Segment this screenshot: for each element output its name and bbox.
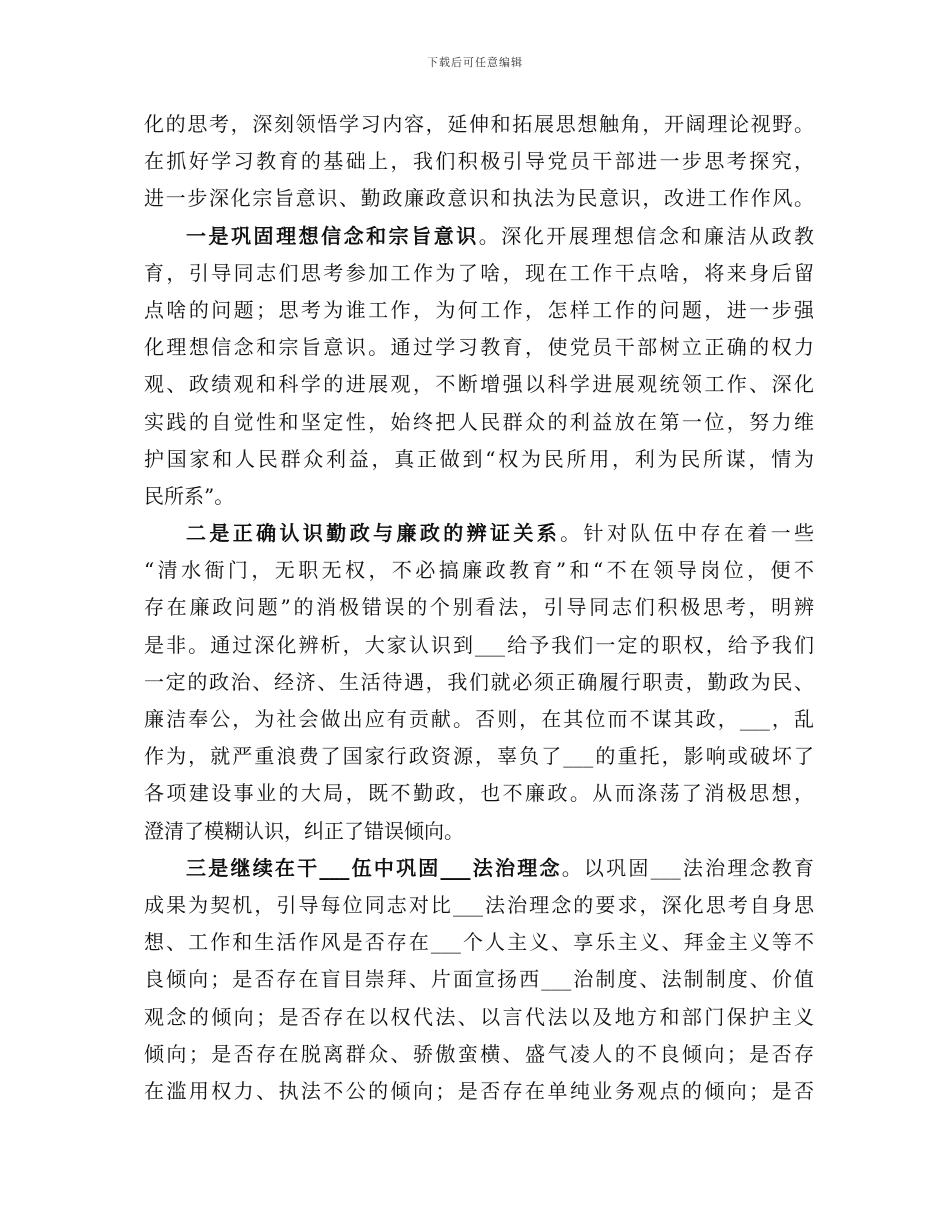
text-line: 作为，就严重浪费了国家行政资源，辜负了___的重托，影响或破坏了 bbox=[144, 744, 814, 769]
text-line: 实践的自觉性和坚定性，始终把人民群众的利益放在第一位，努力维 bbox=[144, 409, 814, 434]
text-line: 廉洁奉公，为社会做出应有贡献。否则，在其位而不谋其政，___，乱 bbox=[144, 707, 814, 731]
text-line: 想、工作和生活作风是否存在___个人主义、享乐主义、拜金主义等不 bbox=[144, 930, 814, 955]
text-line: 各项建设事业的大局，既不勤政，也不廉政。从而涤荡了消极思想， bbox=[144, 781, 814, 806]
text-line: 观念的倾向；是否存在以权代法、以言代法以及地方和部门保护主义 bbox=[144, 1004, 814, 1029]
text-line: “清水衙门，无职无权，不必搞廉政教育”和“不在领导岗位，便不 bbox=[144, 558, 814, 583]
text-line: 育，引导同志们思考参加工作为了啥，现在工作干点啥，将来身后留 bbox=[144, 260, 814, 285]
paragraph-heading: 二是正确认识勤政与廉政的辨证关系 bbox=[186, 521, 561, 546]
page-header: 下载后可任意编辑 bbox=[427, 56, 523, 69]
text-line: 进一步深化宗旨意识、勤政廉政意识和执法为民意识，改进工作作风。 bbox=[144, 186, 814, 211]
text-line: 在滥用权力、执法不公的倾向；是否存在单纯业务观点的倾向；是否 bbox=[144, 1078, 814, 1103]
text-line: 一定的政治、经济、生活待遇，我们就必须正确履行职责，勤政为民、 bbox=[144, 669, 814, 694]
text-span: 。以巩固___法治理念教育 bbox=[561, 855, 815, 880]
text-line: 成果为契机，引导每位同志对比___法治理念的要求，深化思考自身思 bbox=[144, 892, 814, 917]
paragraph-heading: 三是继续在干___伍中巩固___法治理念 bbox=[186, 855, 562, 880]
text-line: 存在廉政问题”的消极错误的个别看法，引导同志们积极思考，明辨 bbox=[144, 595, 814, 620]
paragraph-heading: 一是巩固理想信念和宗旨意识 bbox=[186, 223, 479, 248]
text-line: 点啥的问题；思考为谁工作，为何工作，怎样工作的问题，进一步强 bbox=[144, 297, 814, 322]
text-line: 化理想信念和宗旨意识。通过学习教育，使党员干部树立正确的权力 bbox=[144, 335, 814, 360]
text-line: 观、政绩观和科学的进展观，不断增强以科学进展观统领工作、深化 bbox=[144, 372, 814, 397]
paragraph-first-line bbox=[144, 218, 814, 255]
text-line: 是非。通过深化辨析，大家认识到___给予我们一定的职权，给予我们 bbox=[144, 632, 814, 657]
paragraph-first-line bbox=[144, 515, 814, 552]
text-span: 。深化开展理想信念和廉洁从政教 bbox=[478, 223, 815, 248]
text-line: 护国家和人民群众利益，真正做到“权为民所用，利为民所谋，情为 bbox=[144, 446, 814, 471]
text-line: 在抓好学习教育的基础上，我们积极引导党员干部进一步思考探究， bbox=[144, 149, 814, 174]
text-line: 澄清了模糊认识，纠正了错误倾向。 bbox=[144, 818, 464, 843]
text-line: 化的思考，深刻领悟学习内容，延伸和拓展思想触角，开阔理论视野。 bbox=[144, 112, 814, 136]
paragraph-first-line bbox=[144, 850, 814, 887]
document-body bbox=[144, 106, 814, 1110]
text-span: 。针对队伍中存在着一些 bbox=[560, 521, 815, 546]
text-line: 良倾向；是否存在盲目崇拜、片面宣扬西___治制度、法制制度、价值 bbox=[144, 967, 814, 992]
text-line: 民所系”。 bbox=[144, 483, 235, 508]
text-line: 倾向；是否存在脱离群众、骄傲蛮横、盛气凌人的不良倾向；是否存 bbox=[144, 1041, 814, 1066]
